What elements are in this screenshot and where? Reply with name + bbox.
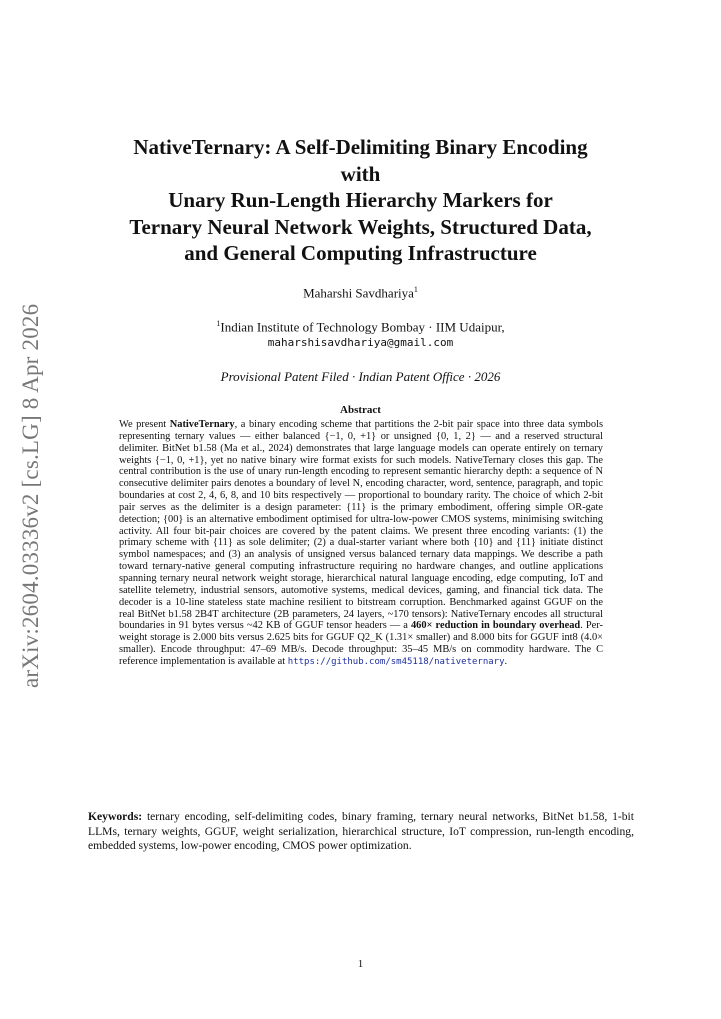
author-email[interactable]: maharshisavdhariya@gmail.com [267, 336, 454, 350]
affiliation-institution-line [0, 316, 721, 335]
author-affiliation-mark: 1 [413, 285, 418, 294]
patent-note: Provisional Patent Filed · Indian Patent Office · 2026 [220, 369, 501, 384]
title-line-1: NativeTernary: A Self-Delimiting Binary Encoding [133, 135, 588, 159]
abstract-bold-name: NativeTernary [169, 419, 235, 430]
page-number: 1 [357, 958, 364, 970]
author-name: Maharshi Savdhariya [303, 285, 414, 301]
abstract-text-2: , a binary encoding scheme that partitions the 2-bit pair space into three data symbols representing ternary values — either balanced {−1, 0, +1} or unsigned {0, 1, 2} — and a reserved structural delimiter. BitNet b1.58 (Ma et al., 2024) demonstrates that large language models can operate entirely on ternary weights {−1, 0, +1}, yet no native binary wire format exists for such models. NativeTernary closes this gap. The central contribution is the use of unary run-length encoding to represent semantic hierarchy depth: a sequence of N consecutive delimiter pairs denotes a boundary of level N, encoding character, word, sentence, paragraph, and topic boundaries at cost 2, 4, 6, 8, and 10 bits respectively — proportional to boundary rarity. The choice of which 2-bit pair serves as the delimiter is a design parameter: {11} is the primary embodiment, offering simple OR-gate detection; {00} is an alternative embodiment optimised for ultra-low-power CMOS systems, minimising switching activity. All four bit-pair choices are covered by the patent claims. We present three encoding variants: (1) the primary scheme with {11} as sole delimiter; (2) a dual-starter variant where both {10} and {11} initiate distinct symbol namespaces; and (3) an analysis of unsigned versus balanced ternary data mappings. We describe a path toward ternary-native general computing infrastructure requiring no hardware changes, and outline applications spanning ternary neural network weight storage, hierarchical natural language encoding, edge computing, IoT and satellite telemetry, industrial sensors, automotive systems, medical devices, gaming, and financial tick data. The decoder is a 10-line stateless state machine resilient to bitstream corruption. Benchmarked against GGUF on the real BitNet b1.58 2B4T architecture (2B parameters, 24 layers, ~170 tensors): NativeTernary encodes all structural boundaries in 91 bytes versus ~42 KB of GGUF tensor headers — a [119, 419, 603, 632]
affiliation-institution: Indian Institute of Technology Bombay · IIM Udaipur, [220, 319, 505, 335]
arxiv-identifier-stamp [16, 300, 56, 700]
title-line-4: Ternary Neural Network Weights, Structured Data, [129, 214, 592, 239]
abstract-text-1: We present [119, 419, 170, 430]
affiliation-mark: 1 [216, 319, 221, 328]
abstract-text-end: . [504, 655, 508, 667]
arxiv-identifier-text: arXiv:2604.03336v2 [cs.LG] 8 Apr 2026 [18, 303, 43, 688]
affiliation-block [0, 316, 721, 351]
title-line-5: and General Computing Infrastructure [184, 241, 537, 265]
abstract-paragraph [119, 419, 603, 669]
abstract-text-3: . Per-weight storage is 2.000 bits versus 2.625 bits for GGUF Q2_K (1.31× smaller) and 8.000 bits for GGUF int8 (4.0× smaller). Encode throughput: 47–69 MB/s. Decode throughput: 35–45 MB/s on commodity hardware. The C reference implementation is available at [119, 620, 603, 667]
title-line-3: Unary Run-Length Hierarchy Markers for [168, 188, 553, 212]
abstract-bold-result: 460× reduction in boundary overhead [410, 620, 581, 632]
title-line-2: with [340, 161, 381, 186]
paper-title [90, 134, 631, 267]
keywords-text: ternary encoding, self-delimiting codes, binary framing, ternary neural networks, BitNet b1.58, 1-bit LLMs, ternary weights, GGUF, weight serialization, hierarchical structure, IoT compression, run-length encoding, embedded systems, low-power encoding, CMOS power optimization. [88, 810, 634, 853]
github-repo-link[interactable]: https://github.com/sm45118/nativeternary [287, 656, 505, 667]
abstract-heading: Abstract [340, 404, 381, 416]
keywords-paragraph [88, 810, 634, 854]
keywords-label: Keywords: [88, 810, 143, 823]
author-line [0, 285, 721, 301]
